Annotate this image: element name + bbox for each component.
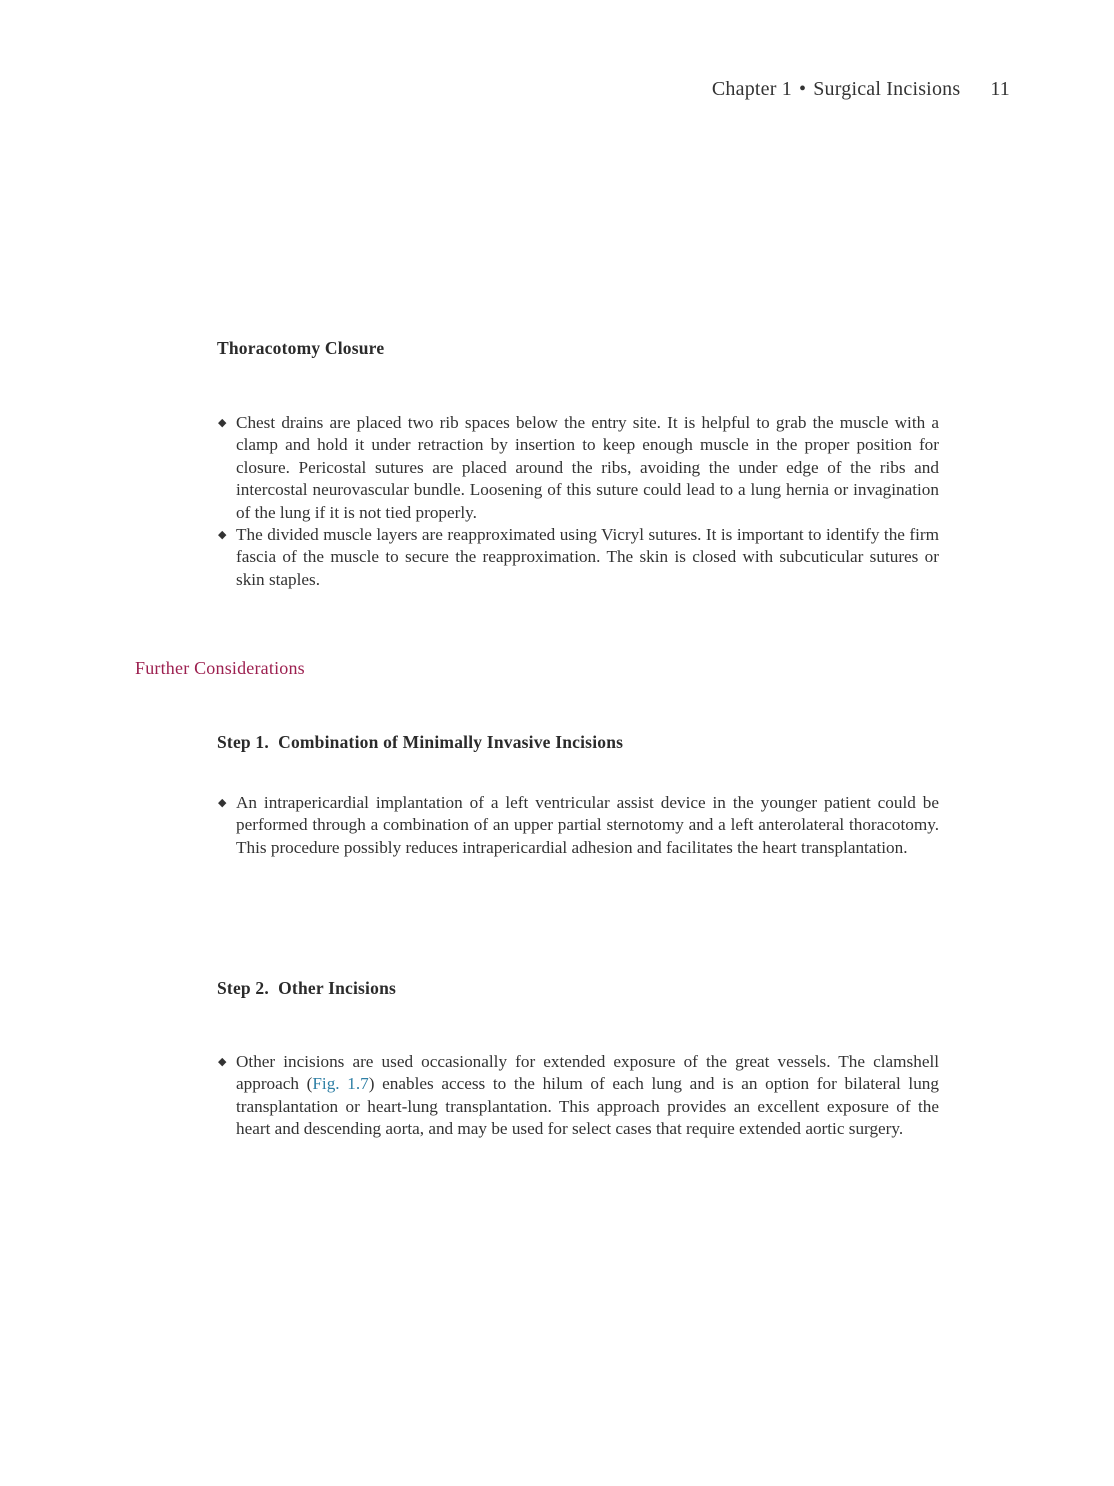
bullet-list xyxy=(217,412,939,591)
list-item xyxy=(217,524,939,591)
section-heading: Thoracotomy Closure xyxy=(217,338,385,358)
bullet-text: An intrapericardial implantation of a left ventricular assist device in the younger patient could be performed through a combination of an upper partial sternotomy and a left anterolateral thoracotomy. This procedure possibly reduces intrapericardial adhesion and facilitates the heart transplantation. xyxy=(236,793,939,857)
bullet-text: Chest drains are placed two rib spaces below the entry site. It is helpful to grab the muscle with a clamp and hold it under retraction by insertion to keep enough muscle in the proper position for closure. Pericostal sutures are placed around the ribs, avoiding the under edge of the ribs and intercostal neurovascular bundle. Loosening of this suture could lead to a lung hernia or invagination of the lung if it is not tied properly. xyxy=(236,413,939,522)
bullet-text-part: ) enables access to the hilum of each lung and is an option for bilateral lung transplantation or heart-lung transplantation. This approach provides an excellent exposure of the heart and descending aorta, and may be used for select cases that require extended aortic surgery. xyxy=(236,1074,939,1139)
list-item xyxy=(217,1051,939,1141)
thoracotomy-closure-bullets xyxy=(217,412,939,591)
diamond-bullet-icon: ◆ xyxy=(218,529,227,542)
step-heading: Step 2. Other Incisions xyxy=(217,978,397,998)
running-header xyxy=(0,78,1010,101)
bullet-list xyxy=(217,792,939,859)
step1-section xyxy=(217,732,939,753)
bullet-list xyxy=(217,1051,939,1141)
step2-section xyxy=(217,978,939,999)
figure-link[interactable]: Fig. 1.7 xyxy=(312,1074,369,1094)
bullet-text: The divided muscle layers are reapproximated using Vicryl sutures. It is important to identify the firm fascia of the muscle to secure the reapproximation. The skin is closed with subcuticular sutures or skin staples. xyxy=(236,525,939,589)
diamond-bullet-icon: ◆ xyxy=(218,417,227,429)
chapter-label: Chapter 1 xyxy=(711,78,793,100)
step2-bullets xyxy=(217,1051,939,1141)
step1-bullets xyxy=(217,792,939,859)
thoracotomy-closure-section xyxy=(217,338,939,359)
bullet-text-part: Other incisions are used occasionally for extended exposure of the great vessels. The clamshell approach ( xyxy=(236,1052,939,1094)
step-heading: Step 1. Combination of Minimally Invasive Incisions xyxy=(217,732,624,752)
further-considerations-heading: Further Considerations xyxy=(135,658,305,678)
diamond-bullet-icon: ◆ xyxy=(218,797,227,809)
diamond-bullet-icon: ◆ xyxy=(218,1056,227,1068)
list-item xyxy=(217,412,939,524)
chapter-title: Surgical Incisions xyxy=(813,78,961,100)
page-number: 11 xyxy=(990,78,1010,100)
list-item xyxy=(217,792,939,859)
header-separator: • xyxy=(799,78,807,100)
